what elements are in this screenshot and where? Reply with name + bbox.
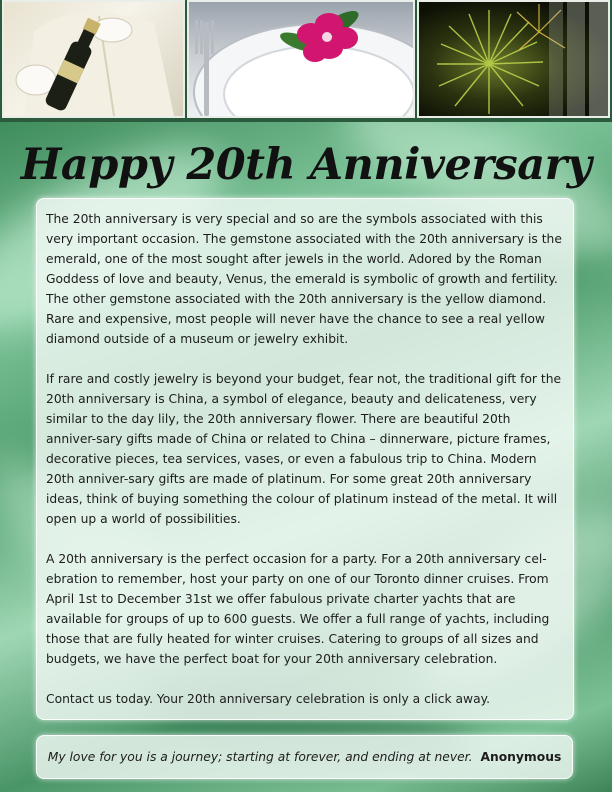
dinner-plate-flower-photo — [187, 0, 415, 118]
paragraph-contact: Contact us today. Your 20th anniversary celebration is only a click away. — [46, 692, 491, 706]
champagne-waiter-photo — [2, 0, 185, 118]
quote-text: My love for you is a journey; starting at forever, and ending at never. — [47, 750, 473, 764]
paragraph-symbols: The 20th anniversary is very special and so are the symbols associated with this very important occasion. The gemstone associated with the 20th anniversary is the emerald, one of the most sought after jewels in the world. Adored by the Roman Goddess of love and beauty, Venus, the emerald is symbolic of growth and fertility. The other gemstone associated with the 20th anniversary is the yellow diamond. Rare and expensive, most people will never have the chance to see a real yellow diamond outside of a museum or jewelry exhibit. — [46, 212, 562, 346]
fireworks-photo — [417, 0, 610, 118]
header-banner — [0, 0, 612, 122]
body-text-panel — [36, 198, 574, 720]
quote-author: Anonymous — [480, 750, 562, 764]
paragraph-party: A 20th anniversary is the perfect occasion for a party. For a 20th anniversary cel-ebration to remember, host your party on one of our Toronto dinner cruises. From April 1st to December 31st we offer fabulous private charter yachts that are available for groups of up to 600 guests. We offer a full range of yachts, including those that are fully heated for winter cruises. Catering to groups of all sizes and budgets, we have the perfect boat for your 20th anniversary celebration. — [46, 552, 550, 666]
paragraph-gifts: If rare and costly jewelry is beyond your budget, fear not, the traditional gift for the 20th anniversary is China, a symbol of elegance, beauty and delicateness, very similar to the day lily, the 20th anniversary flower. There are beautiful 20th anniver-sary gifts made of China or related to China – dinnerware, picture frames, decorative pieces, tea services, vases, or even a fabulous trip to China. Modern 20th anniver-sary gifts are made of platinum. For some great 20th anniversary ideas, think of buying something the colour of platinum instead of the metal. It will open up a world of possibilities. — [46, 372, 562, 526]
quote-panel — [36, 735, 573, 779]
page-title: Happy 20th Anniversary — [20, 140, 592, 190]
